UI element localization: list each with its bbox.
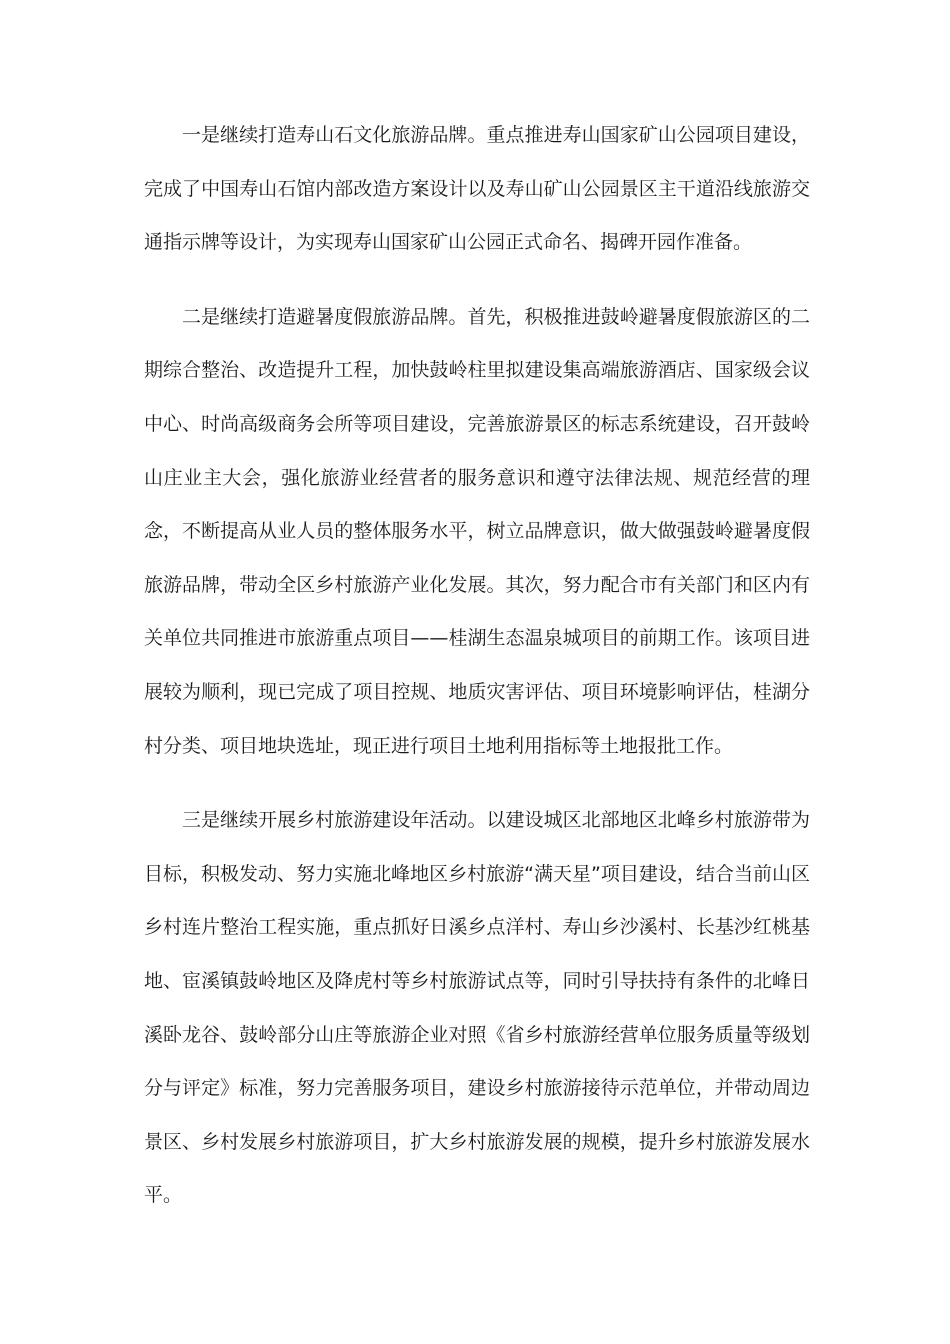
paragraph-rural-tourism: 三是继续开展乡村旅游建设年活动。以建设城区北部地区北峰乡村旅游带为目标，积极发动、努力实施北峰地区乡村旅游“满天星”项目建设，结合当前山区乡村连片整治工程实施，重点抓好日溪乡点洋村、寿山乡沙溪村、长基沙红桃基地、宦溪镇鼓岭地区及降虎村等乡村旅游试点等，同时引导扶持有条件的北峰日溪卧龙谷、鼓岭部分山庄等旅游企业对照《省乡村旅游经营单位服务质量等级划分与评定》标准，努力完善服务项目，建设乡村旅游接待示范单位，并带动周边景区、乡村发展乡村旅游项目，扩大乡村旅游发展的规模，提升乡村旅游发展水平。: [144, 809, 810, 1207]
paragraph-summer-resort-brand: 二是继续打造避暑度假旅游品牌。首先，积极推进鼓岭避暑度假旅游区的二期综合整治、改造提升工程，加快鼓岭柱里拟建设集高端旅游酒店、国家级会议中心、时尚高级商务会所等项目建设，完善旅游景区的标志系统建设，召开鼓岭山庄业主大会，强化旅游业经营者的服务意识和遵守法律法规、规范经营的理念，不断提高从业人员的整体服务水平，树立品牌意识，做大做强鼓岭避暑度假旅游品牌，带动全区乡村旅游产业化发展。其次，努力配合市有关部门和区内有关单位共同推进市旅游重点项目——桂湖生态温泉城项目的前期工作。该项目进展较为顺利，现已完成了项目控规、地质灾害评估、项目环境影响评估，桂湖分村分类、项目地块选址，现正进行项目土地利用指标等土地报批工作。: [144, 305, 810, 757]
paragraph-shoushan-stone-brand: 一是继续打造寿山石文化旅游品牌。重点推进寿山国家矿山公园项目建设，完成了中国寿山石馆内部改造方案设计以及寿山矿山公园景区主干道沿线旅游交通指示牌等设计，为实现寿山国家矿山公园正式命名、揭碑开园作准备。: [144, 124, 810, 254]
document-body: [144, 109, 810, 1223]
